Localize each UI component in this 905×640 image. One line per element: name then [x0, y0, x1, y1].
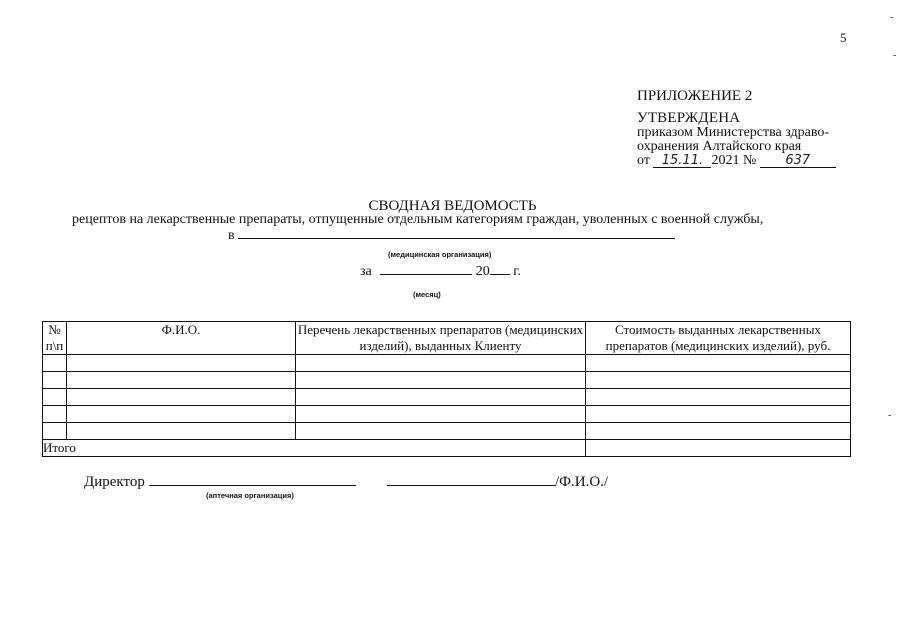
table-cell [43, 406, 67, 423]
header-fio: Ф.И.О. [67, 322, 296, 355]
month-caption: (месяц) [413, 290, 441, 299]
director-signature-field [149, 472, 356, 486]
table-row [43, 423, 851, 440]
approval-number: 637 [760, 155, 836, 168]
document-title: СВОДНАЯ ВЕДОМОСТЬ [368, 198, 537, 214]
table-cell [43, 389, 67, 406]
signature-fio [387, 472, 608, 491]
table-cell [67, 423, 296, 440]
table-cell [43, 355, 67, 372]
approval-title: УТВЕРЖДЕНА [637, 110, 741, 126]
approval-line1: приказом Министерства здраво- [637, 125, 830, 140]
month-field [380, 262, 472, 275]
table-cell [586, 423, 851, 440]
table-cell [586, 372, 851, 389]
document-subtitle: рецептов на лекарственные препараты, отпущенные отдельным категориям граждан, уволенных с военной службы, [72, 212, 764, 227]
table-cell [43, 372, 67, 389]
table-row [43, 372, 851, 389]
period-line [360, 262, 521, 280]
total-value [586, 440, 851, 457]
header-cost: Стоимость выданных лекарственных препаратов (медицинских изделий), руб. [586, 322, 851, 355]
year-field [490, 262, 510, 275]
page-number: 5 [840, 30, 847, 45]
scan-mark: - [888, 410, 892, 421]
organization-caption: (медицинская организация) [388, 250, 492, 259]
table-total-row [43, 440, 851, 457]
table-cell [296, 406, 586, 423]
table-cell [586, 355, 851, 372]
approval-year: 2021 № [711, 153, 757, 168]
table-header-row [43, 322, 851, 355]
approval-prefix: от [637, 153, 650, 168]
table-cell [67, 355, 296, 372]
approval-line2: охранения Алтайского края [637, 139, 802, 154]
table-row [43, 355, 851, 372]
table-cell [586, 406, 851, 423]
header-number: № п\п [43, 322, 67, 355]
organization-line [228, 227, 675, 244]
period-suffix: г. [513, 264, 521, 279]
fio-label: /Ф.И.О./ [555, 474, 609, 490]
period-year-prefix: 20 [475, 264, 490, 279]
table-cell [67, 372, 296, 389]
scan-mark: - [890, 12, 894, 23]
dispensing-table [42, 321, 851, 457]
approval-order-line [637, 154, 836, 168]
table-cell [296, 423, 586, 440]
organization-prefix: в [228, 228, 235, 243]
annex-label: ПРИЛОЖЕНИЕ 2 [637, 88, 753, 104]
organization-field [238, 227, 675, 239]
pharmacy-caption: (аптечная организация) [206, 491, 294, 500]
table-cell [67, 406, 296, 423]
header-drug-list: Перечень лекарственных препаратов (медицинских изделий), выданных Клиенту [296, 322, 586, 355]
table-cell [296, 355, 586, 372]
director-label: Директор [84, 474, 145, 490]
table-cell [43, 423, 67, 440]
scan-mark: - [893, 50, 897, 61]
signature-director [84, 472, 356, 491]
table-cell [67, 389, 296, 406]
period-prefix: за [360, 264, 372, 279]
table-cell [296, 389, 586, 406]
table-row [43, 406, 851, 423]
table-cell [296, 372, 586, 389]
approval-block [637, 111, 836, 168]
fio-field [387, 472, 555, 486]
table-row [43, 389, 851, 406]
table-cell [586, 389, 851, 406]
total-label: Итого [43, 440, 586, 457]
approval-date: 15.11. [653, 155, 711, 168]
